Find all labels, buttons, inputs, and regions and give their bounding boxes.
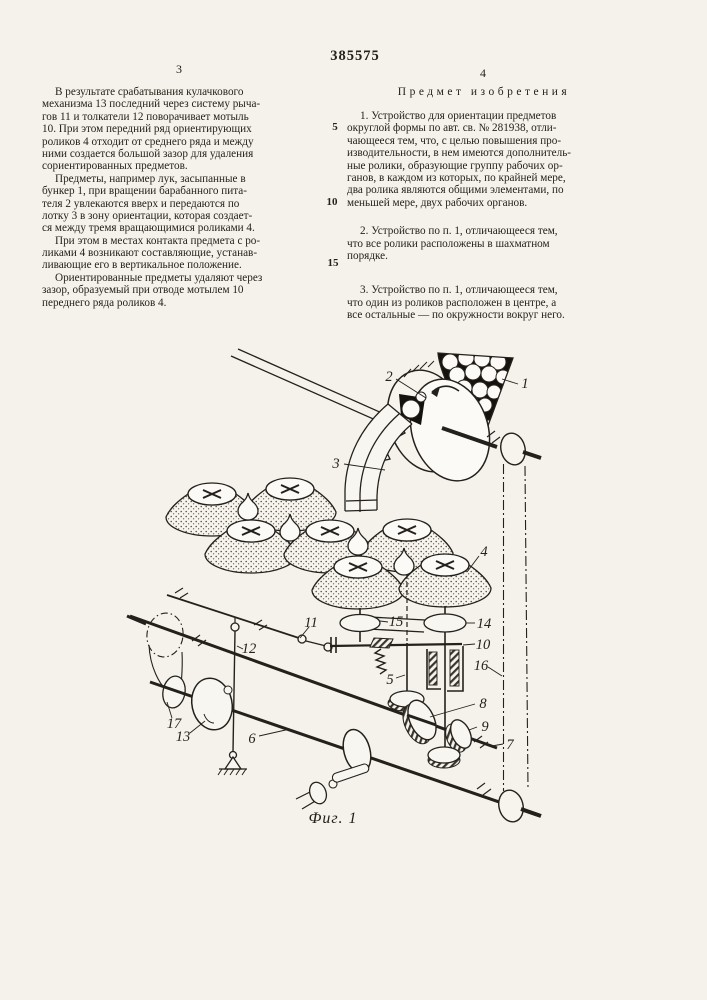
claims-title: Предмет изобретения	[397, 86, 571, 98]
right-page-number: 4	[480, 66, 486, 80]
roller-group	[166, 478, 491, 609]
figure-label: 14	[476, 616, 492, 632]
figure-label: 3	[332, 456, 340, 472]
patent-number: 385575	[330, 48, 380, 64]
figure-label: 13	[175, 729, 191, 745]
figure-label: 8	[479, 696, 487, 712]
text-line: чающееся тем, что, с целью повышения про-	[347, 134, 562, 147]
spring	[375, 649, 386, 674]
text-line: ганов, в каждом из которых, по крайней мере,	[347, 171, 566, 184]
crank-bar-10	[330, 637, 462, 674]
text-line: ся между тремя вращающимися роликами 4.	[42, 222, 255, 235]
figure-label: 11	[304, 615, 318, 631]
text-line: бункер 1, при вращении барабанного пита-	[42, 185, 247, 198]
text-line: 2. Устройство по п. 1, отличающееся тем,	[360, 225, 558, 238]
chute	[345, 404, 412, 512]
text-line: 10. При этом передний ряд ориентирующих	[42, 123, 252, 136]
left-page-number: 3	[176, 62, 182, 76]
text-line: гов 11 и толкатели 12 поворачивает мотыль	[42, 110, 249, 123]
text-line: округлой формы по авт. св. № 281938, отли-	[347, 122, 557, 135]
text-line: Предметы, например лук, засыпанные в	[55, 172, 246, 185]
margin-line-number-5: 5	[332, 121, 338, 133]
figure-label: 12	[241, 641, 257, 657]
text-line: изводительности, в нем имеются дополнитель-	[347, 147, 572, 160]
figure-label: 15	[388, 614, 404, 630]
text-line: механизма 13 последний через систему рыча-	[42, 98, 261, 111]
figure-label: 10	[475, 637, 491, 653]
figure-label: 9	[481, 719, 489, 735]
figure-label: 2	[385, 369, 393, 385]
figure-label: 4	[480, 544, 488, 560]
crank-disc-15	[340, 615, 380, 632]
ejector-parts	[296, 764, 369, 809]
bottom-disc	[428, 747, 460, 768]
margin-line-number-10: 10	[326, 196, 338, 208]
figure-label: 1	[521, 376, 529, 392]
text-line: что один из роликов расположен в центре, а	[347, 296, 557, 309]
text-line: 1. Устройство для ориентации предметов	[360, 110, 557, 122]
text-line: ликами 4 возникают составляющие, устанав-	[42, 247, 258, 260]
figure-label: 16	[473, 658, 489, 674]
text-line: ливающие его в вертикальное положение.	[42, 259, 242, 272]
text-line: ные ролики, образующие группу рабочих ор-	[347, 159, 563, 172]
figure-label: 6	[248, 731, 256, 747]
text-line: переднего ряда роликов 4.	[42, 296, 167, 309]
figure-label: 17	[166, 716, 182, 732]
text-line: лотку 3 в зону ориентации, которая создает-	[42, 209, 253, 222]
cam-13	[187, 674, 237, 733]
figure-caption: Фиг. 1	[308, 810, 358, 827]
text-line: ними создается большой зазор для удаления	[42, 147, 254, 160]
text-line: порядке.	[347, 249, 388, 262]
text-line: Ориентированные предметы удаляют через	[55, 271, 263, 284]
crank-disc-14	[424, 614, 466, 632]
text-line: меньшей мере, двух рабочих органов.	[347, 196, 528, 209]
text-line: все остальные — по окружности вокруг него.	[347, 309, 565, 322]
text-line: зазор, образуемый при отводе мотылем 10	[42, 284, 244, 297]
text-line: При этом в местах контакта предмета с ро-	[55, 234, 261, 247]
top-belt-pulley	[497, 431, 528, 468]
bottom-belt-pulley	[477, 783, 541, 824]
text-line: роликов 4 отходит от среднего ряда и между	[42, 135, 254, 148]
text-line: теля 2 увлекаются вверх и передаются по	[42, 197, 240, 210]
text-line: что все ролики расположены в шахматном	[347, 237, 550, 250]
figure-label: 5	[386, 672, 394, 688]
text-line: 3. Устройство по п. 1, отличающееся тем,	[360, 284, 558, 297]
text-line: сориентированных предметов.	[42, 160, 188, 173]
text-line: В результате срабатывания кулачкового	[55, 86, 244, 98]
text-line: два ролика являются общими элементами, по	[347, 184, 564, 197]
figure-label: 7	[506, 737, 514, 753]
margin-line-number-15: 15	[327, 257, 339, 269]
